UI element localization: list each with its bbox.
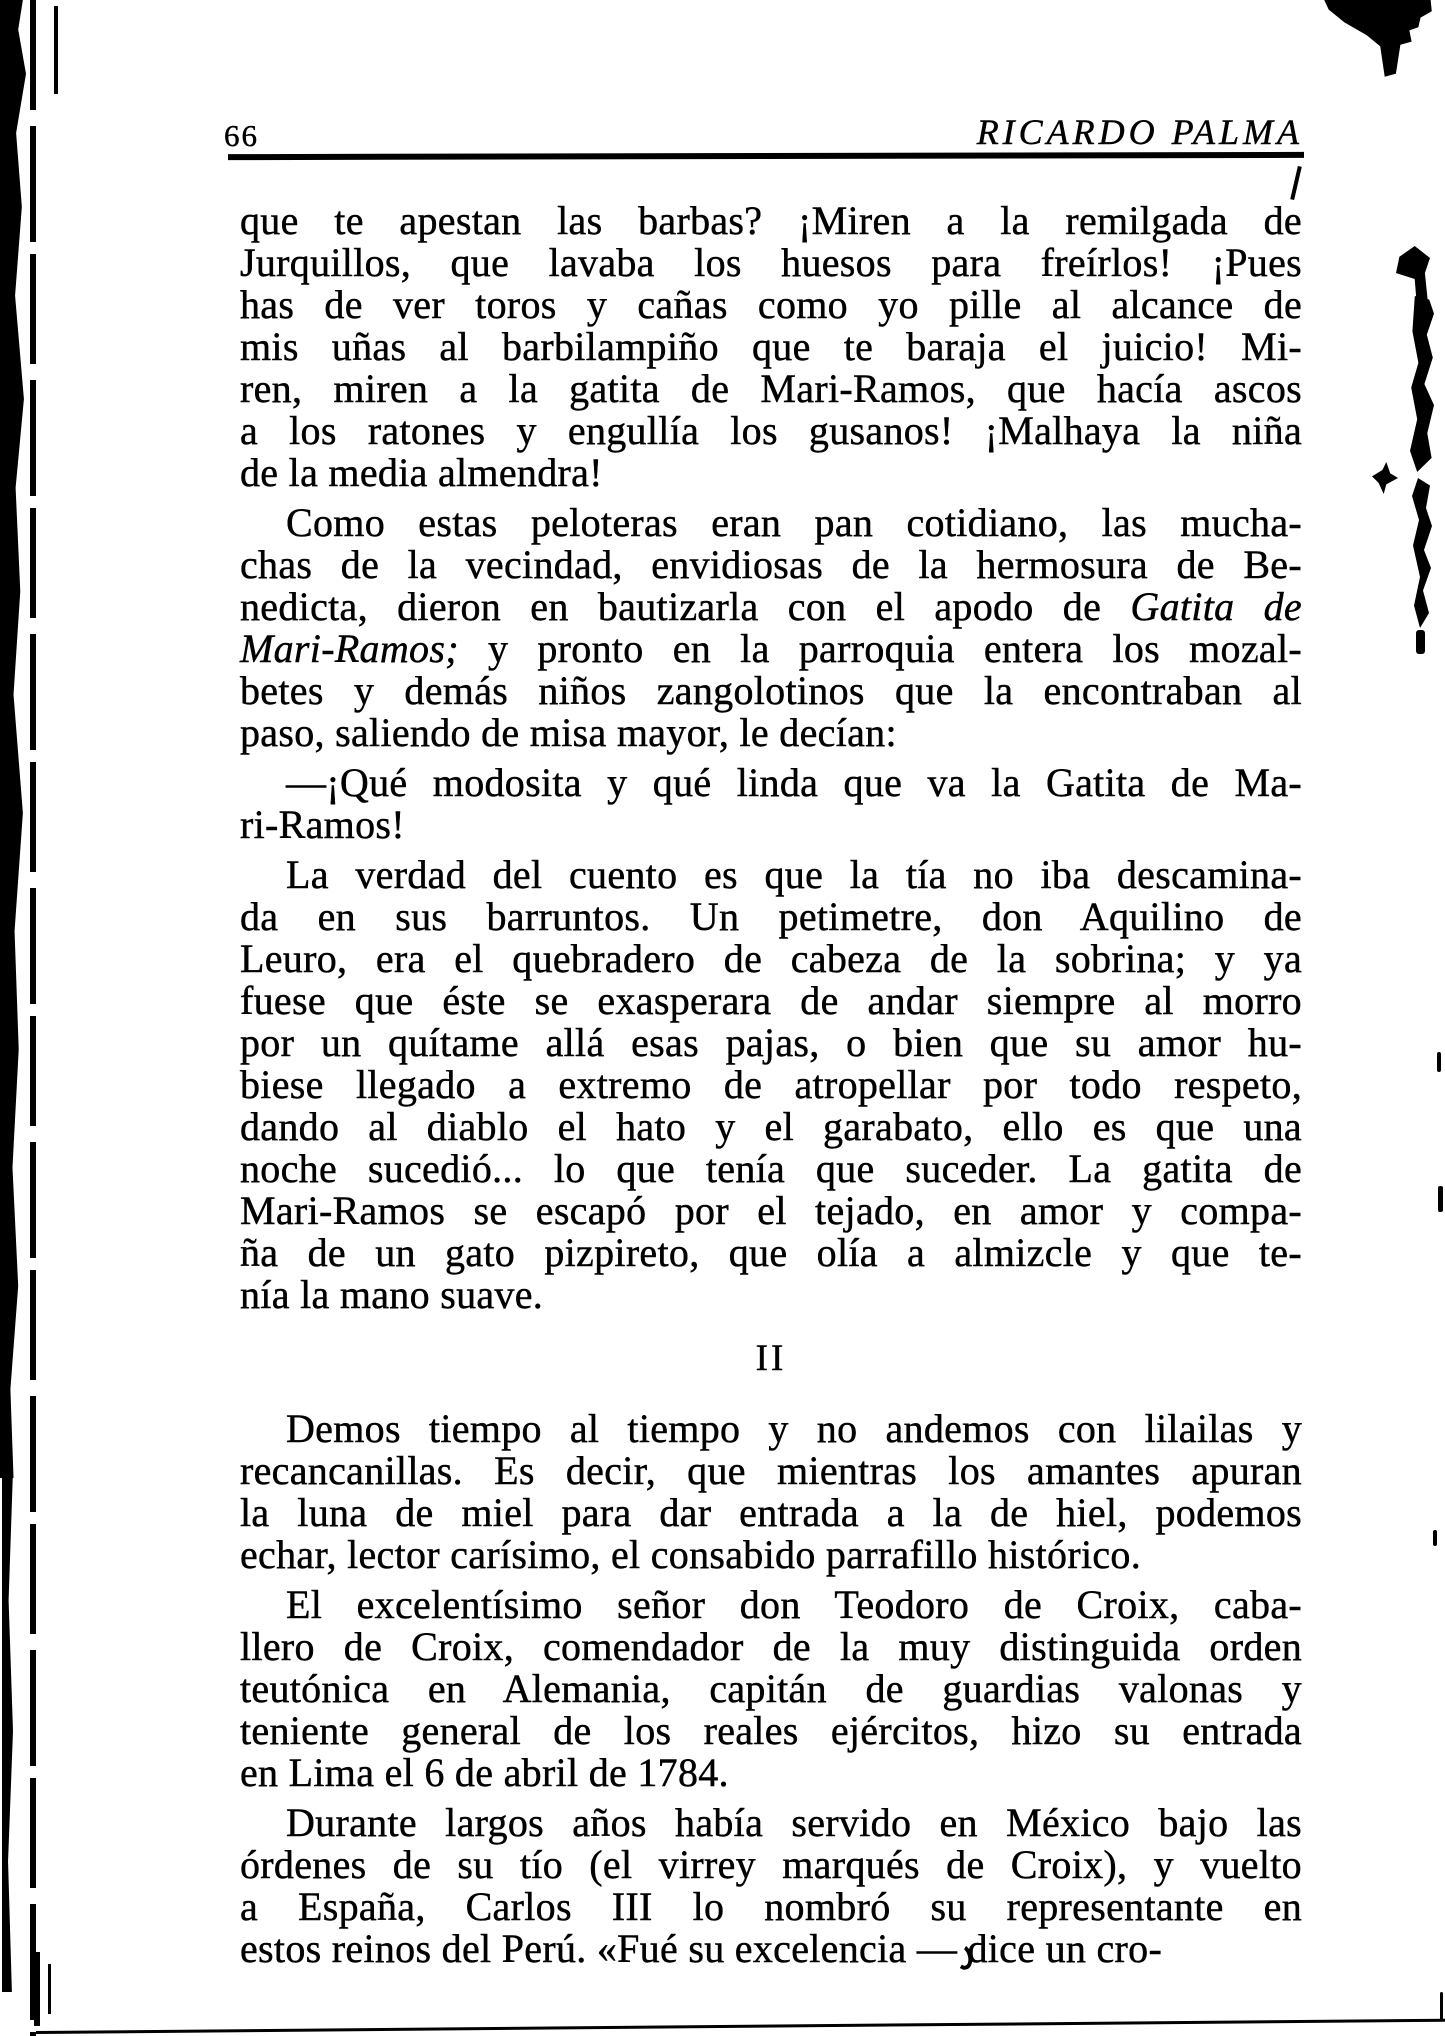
scan-artifact-bottom-left-stroke <box>34 1952 40 2026</box>
text-line: chas de la vecindad, envidiosas de la hermosura de Be- <box>240 542 1302 587</box>
scan-artifact-edge-speck-4 <box>1440 1992 1443 2020</box>
text-line: paso, saliendo de misa mayor, le decían: <box>240 710 897 755</box>
text-line: Como estas peloteras eran pan cotidiano, las mucha- <box>286 500 1302 545</box>
scan-artifact-right-margin-blot-tail <box>1416 630 1425 654</box>
text-line: que te apestan las barbas? ¡Miren a la remilgada de <box>240 198 1302 243</box>
text-line: ri-Ramos! <box>240 802 405 847</box>
text-line: biese llegado a extremo de atropellar por todo respeto, <box>240 1062 1302 1107</box>
text-line <box>240 586 1302 628</box>
text-line: teniente general de los reales ejércitos, hizo su entrada <box>240 1708 1302 1753</box>
text-line: a España, Carlos III lo nombró su representante en <box>240 1884 1302 1929</box>
text-line: El excelentísimo señor don Teodoro de Croix, caba- <box>286 1582 1302 1627</box>
text-line: en Lima el 6 de abril de 1784. <box>240 1750 729 1795</box>
text-line: Durante largos años había servido en México bajo las <box>286 1800 1302 1845</box>
paragraph <box>240 502 1302 754</box>
text-line: recancanillas. Es decir, que mientras los amantes apuran <box>240 1448 1302 1493</box>
text-line: nía la mano suave. <box>240 1272 544 1317</box>
text-line: llero de Croix, comendador de la muy distinguida orden <box>240 1624 1302 1669</box>
scan-artifact-right-margin-blot <box>1410 296 1434 472</box>
text-line: fuese que éste se exasperara de andar siempre al morro <box>240 978 1302 1023</box>
scan-artifact-gutter-broken-line <box>30 0 36 2036</box>
scan-artifact-edge-speck-3 <box>1433 1530 1437 1546</box>
text-line: estos reinos del Perú. «Fué su excelencia — dice un cro- <box>240 1926 1163 1971</box>
text-line: da en sus barruntos. Un petimetre, don Aquilino de <box>240 894 1302 939</box>
scan-artifact-gutter-top-line <box>54 6 58 94</box>
text-line: teutónica en Alemania, capitán de guardias valonas y <box>240 1666 1302 1711</box>
text-line: has de ver toros y cañas como yo pille al alcance de <box>240 282 1302 327</box>
text-line: Leuro, era el quebradero de cabeza de la sobrina; y ya <box>240 936 1302 981</box>
text-line: —¡Qué modosita y qué linda que va la Gatita de Ma- <box>286 760 1302 805</box>
scan-artifact-right-margin-blot-lower <box>1412 478 1432 628</box>
text-line: por un quítame allá esas pajas, o bien que su amor hu- <box>240 1020 1302 1065</box>
text-line: órdenes de su tío (el virrey marqués de Croix), y vuelto <box>240 1842 1302 1887</box>
scan-artifact-gutter-bar-thin <box>2 1470 13 1992</box>
text-line: Mari-Ramos se escapó por el tejado, en amor y compa- <box>240 1188 1302 1233</box>
header-rule <box>228 152 1304 160</box>
section-heading: II <box>755 1338 787 1379</box>
scan-artifact-bottom-edge-line <box>36 2019 1445 2034</box>
text-line: La verdad del cuento es que la tía no iba descamina- <box>286 852 1302 897</box>
paragraph <box>240 762 1302 846</box>
scan-artifact-edge-speck-1 <box>1437 1052 1441 1072</box>
text-line: dando al diablo el hato y el garabato, ello es que una <box>240 1104 1302 1149</box>
paragraph <box>240 200 1302 494</box>
italic-text-segment: Mari-Ramos; <box>240 626 459 671</box>
running-title: RICARDO PALMA <box>976 112 1303 152</box>
text-line: ña de un gato pizpireto, que olía a almizcle y que te- <box>240 1230 1302 1275</box>
text-line: a los ratones y engullía los gusanos! ¡Malhaya la niña <box>240 408 1302 453</box>
scan-artifact-gutter-bar-thick <box>0 0 26 1478</box>
text-column <box>240 200 1302 1970</box>
text-line: la luna de miel para dar entrada a la de hiel, podemos <box>240 1490 1302 1535</box>
scan-artifact-right-margin-hook <box>1396 246 1430 306</box>
text-line: ren, miren a la gatita de Mari-Ramos, que hacía ascos <box>240 366 1302 411</box>
scan-artifact-arrow-speck <box>1372 462 1398 494</box>
italic-text-segment: Gatita de <box>1130 584 1302 629</box>
text-line <box>240 628 1302 670</box>
scan-artifact-top-right-corner-blot <box>1322 0 1434 80</box>
paragraph <box>240 1802 1302 1970</box>
text-line: noche sucedió... lo que tenía que suceder. La gatita de <box>240 1146 1302 1191</box>
text-line: betes y demás niños zangolotinos que la encontraban al <box>240 668 1302 713</box>
paragraph <box>240 1408 1302 1576</box>
page-number: 66 <box>224 118 259 153</box>
text-line: echar, lector carísimo, el consabido parrafillo histórico. <box>240 1532 1142 1577</box>
text-line: mis uñas al barbilampiño que te baraja el juicio! Mi- <box>240 324 1302 369</box>
paragraph <box>240 1584 1302 1794</box>
text-segment: y pronto en la parroquia entera los mozal- <box>458 626 1302 671</box>
scan-artifact-edge-speck-2 <box>1438 1186 1443 1212</box>
text-line: de la media almendra! <box>240 450 603 495</box>
scan-artifact-bottom-left-stroke-2 <box>48 1964 51 2014</box>
text-line: Demos tiempo al tiempo y no andemos con lilailas y <box>286 1406 1302 1451</box>
text-line: Jurquillos, que lavaba los huesos para freírlos! ¡Pues <box>240 240 1302 285</box>
text-segment: nedicta, dieron en bautizarla con el apodo de <box>240 584 1131 629</box>
paragraph <box>240 854 1302 1316</box>
scan-artifact-slash-mark <box>1290 166 1302 200</box>
